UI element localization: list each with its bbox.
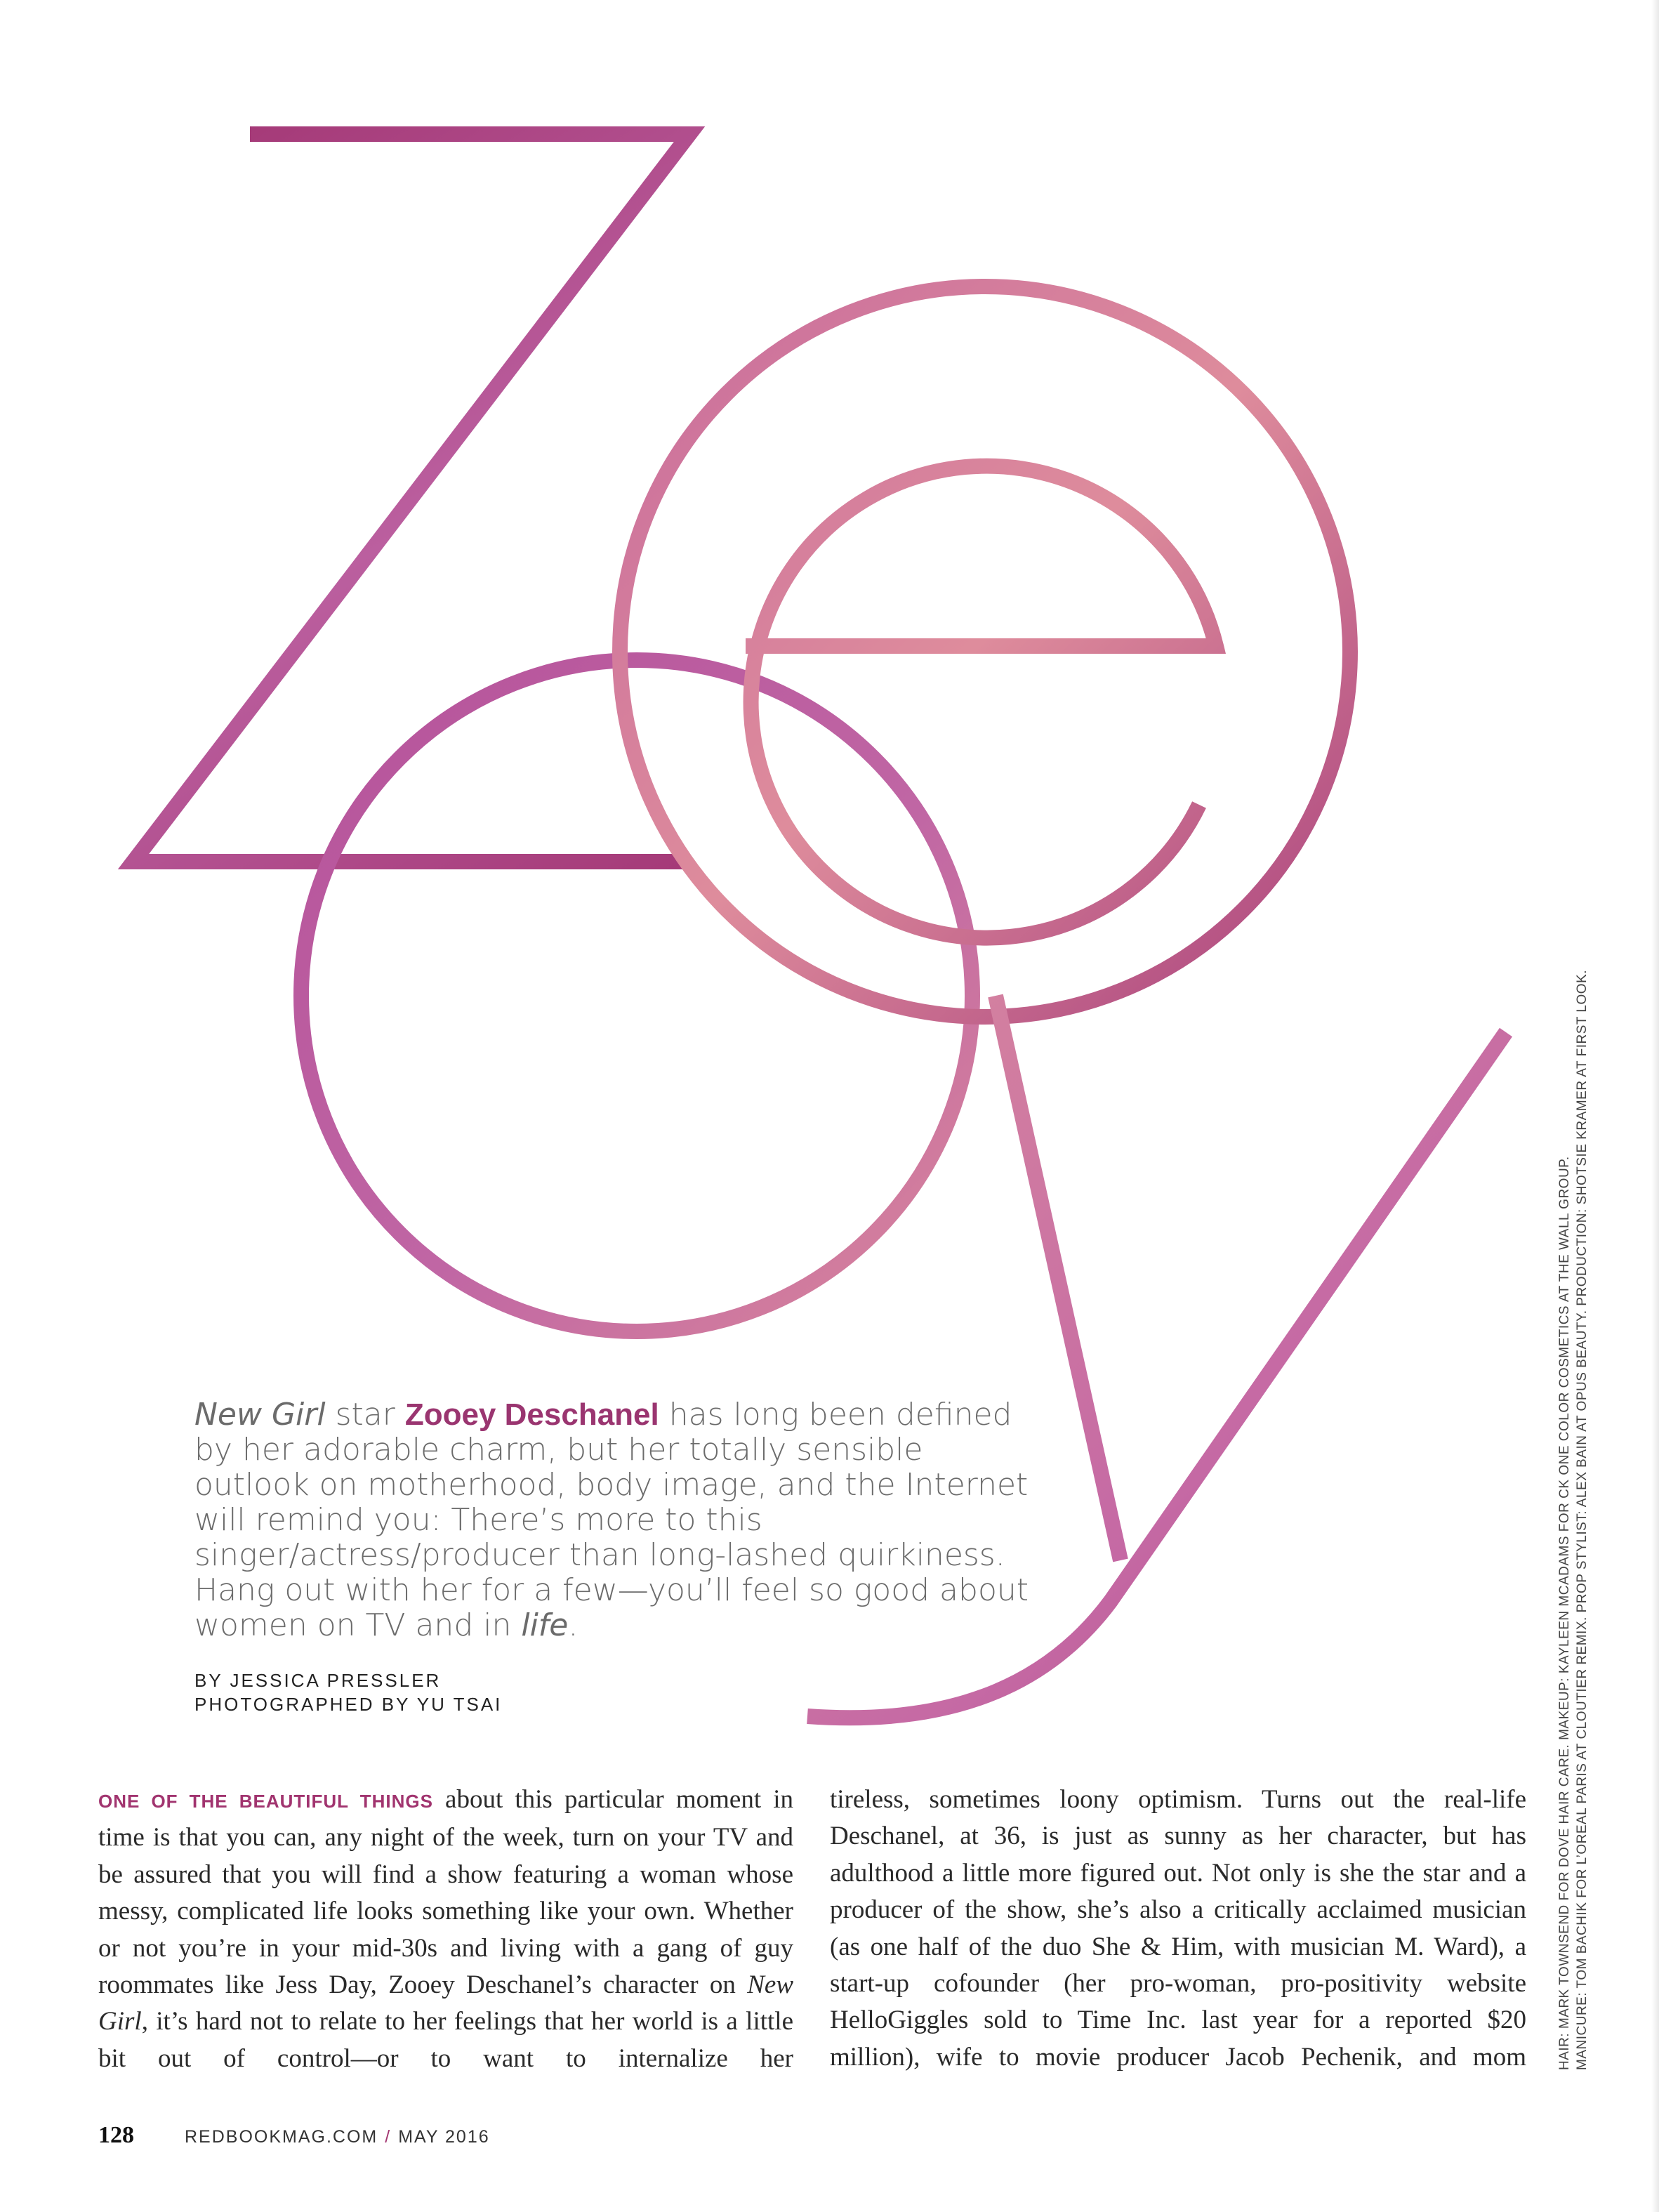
credits-line-2: MANICURE: TOM BACHIK FOR L’OREAL PARIS AT CLOUTIER REMIX. PROP STYLIST: ALEX BAIN AT OPUS BEAUTY. PRODUCTION: SHOTSIE KRAMER AT FIRST LOOK. — [1575, 970, 1589, 2070]
page-footer — [98, 2122, 490, 2149]
body-right-text: tireless, sometimes loony optimism. Turns out the real-life Deschanel, at 36, is just as sunny as her character, but has adulthood a little more figured out. Not only is she the star and a producer of the show, she’s also a critically acclaimed musician (as one half of the duo She & Him, with musician M. Ward), a start-up cofounder (her pro-woman, pro-positivity website HelloGiggles sold to Time Inc. last year for a reported $20 million), wife to movie producer Jacob Pechenik, and mom — [830, 1785, 1526, 2072]
body-left-show-title: New Girl — [98, 1970, 794, 2036]
footer-separator: / — [385, 2127, 392, 2147]
byline-author: BY JESSICA PRESSLER — [194, 1670, 442, 1691]
deck-celebrity-name: Zooey Deschanel — [404, 1397, 659, 1432]
footer-issue: MAY 2016 — [398, 2127, 490, 2147]
body-column-right — [830, 1782, 1526, 2076]
lead-in: ONE OF THE BEAUTIFUL THINGS — [98, 1791, 433, 1812]
deck-last-word: life — [521, 1607, 569, 1643]
deck-show-title: New Girl — [194, 1397, 326, 1433]
byline-photographer: PHOTOGRAPHED BY YU TSAI — [194, 1694, 503, 1715]
credits-line-1: HAIR: MARK TOWNSEND FOR DOVE HAIR CARE. MAKEUP: KAYLEEN MCADAMS FOR CK ONE COLOR COSMETICS AT THE WALL GROUP. — [1557, 1156, 1572, 2070]
article-deck — [194, 1397, 1037, 1643]
page-number: 128 — [98, 2122, 134, 2148]
deck-text: has long been defined by her adorable charm, but her totally sensible outlook on motherhood, body image, and the Internet will remind you: There’s more to this singer/actress/producer than long-lashed quirkiness. Hang out with her for a few—you’ll feel so good about women on TV and in — [194, 1397, 1029, 1643]
body-column-left — [98, 1782, 793, 2077]
deck-end: . — [568, 1607, 579, 1643]
footer-site: REDBOOKMAG.COM — [185, 2127, 378, 2147]
deck-star-word: star — [335, 1397, 395, 1433]
byline — [194, 1668, 502, 1716]
photo-credits — [1556, 862, 1591, 2070]
letter-e-bowl — [746, 466, 1216, 938]
body-left-text-a: about this particular moment in time is that you can, any night of the week, turn on your TV and be assured that you will find a show featuring a woman whose messy, complicated life looks something like your own. Whether or not you’re in your mid-30s and living with a gang of guy roommates like Jess Day, Zooey Deschanel’s character on — [98, 1785, 793, 2000]
body-left-text-b: , it’s hard not to relate to her feelings that her world is a little bit out of control—or to want to internalize her — [98, 2007, 793, 2073]
